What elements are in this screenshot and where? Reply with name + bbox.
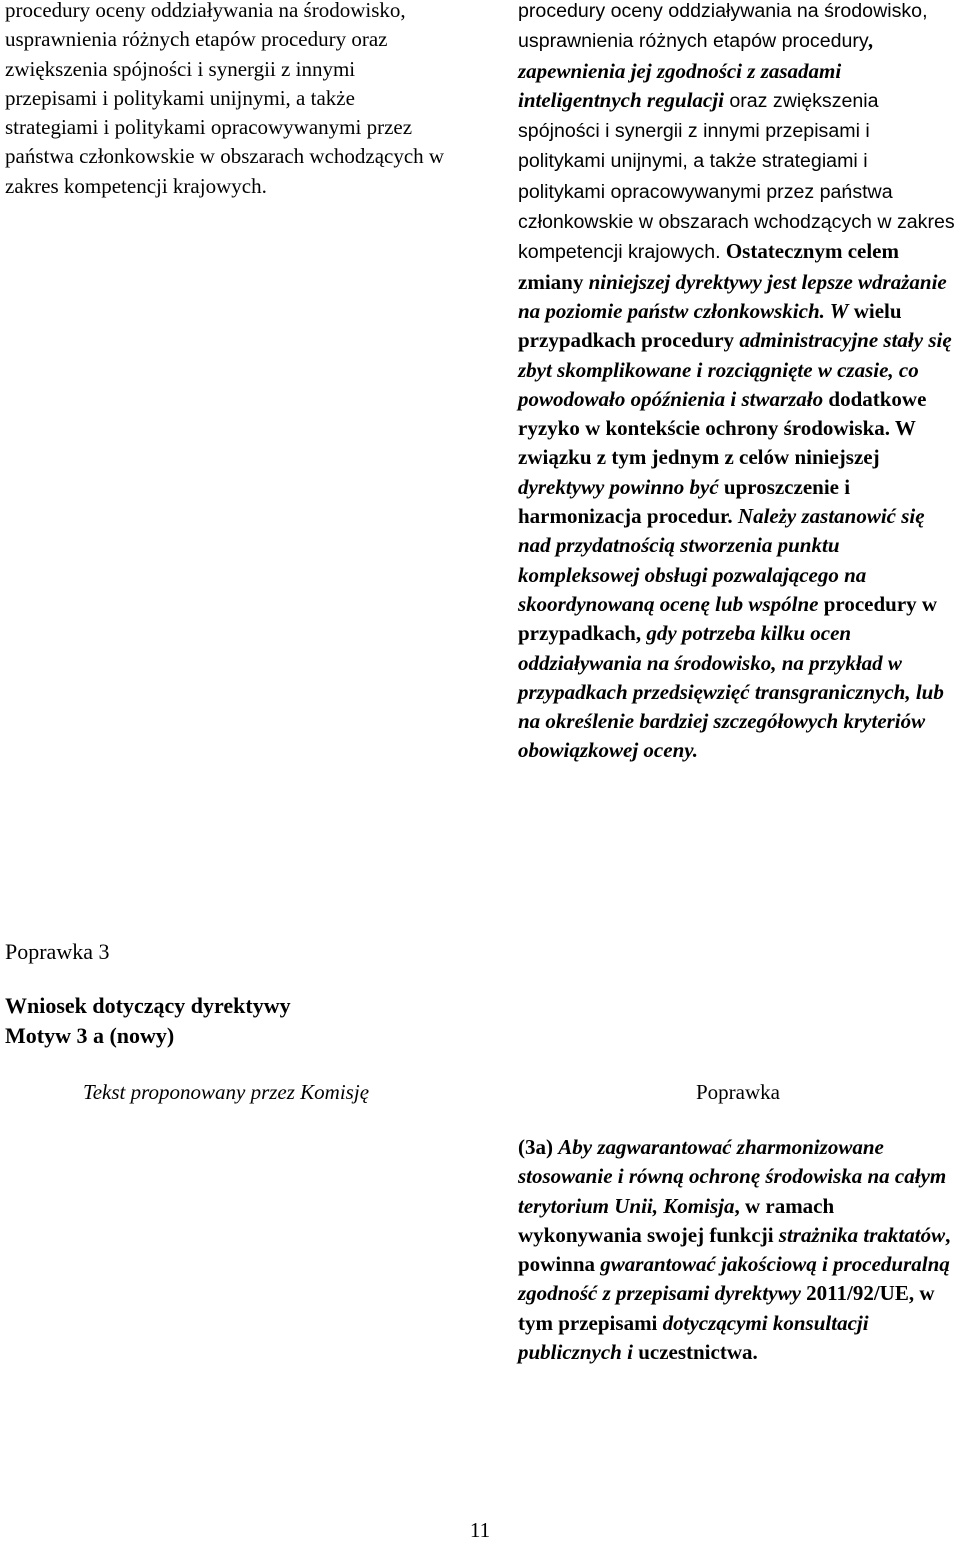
right-text-seg-12: Należy zastanowić się nad przydatnością stworzenia punktu kompleksowej obsługi pozwalającego na skoordynowaną ocenę lub wspólne bbox=[518, 504, 925, 616]
right-text-seg-2: , zapewnienia jej zgodności z zasadami inteligentnych regulacji bbox=[518, 28, 874, 112]
amendment-seg-3: , w ramach wykonywania swojej funkcji bbox=[518, 1193, 835, 1247]
right-text-seg-8: dodatkowe ryzyko w kontekście ochrony środowiska. W związku z tym jednym z celów bbox=[518, 386, 927, 470]
amendment-seg-6: gwarantować jakościową i proceduralną zgodność z przepisami dyrektywy bbox=[518, 1252, 950, 1306]
amendment-seg-1: (3a) bbox=[518, 1135, 559, 1159]
proposal-line: Wniosek dotyczący dyrektywy bbox=[5, 993, 291, 1018]
right-text-seg-14: gdy potrzeba kilku ocen oddziaływania na środowisko, na przykład w przypadkach przedsięwzięć transgranicznych, lub na określenie bardziej szczegółowych kryteriów obowiązkowej oceny. bbox=[518, 621, 944, 763]
right-text-seg-7: administracyjne stały się zbyt skomplikowane i rozciągnięte w czasie, co powodowało opóźnienia i stwarzało bbox=[518, 328, 952, 411]
right-text-seg-10: dyrektywy powinno być bbox=[518, 474, 719, 499]
page-number: 11 bbox=[469, 1518, 491, 1542]
amendment-seg-8: dotyczącymi konsultacji publicznych i bbox=[518, 1310, 869, 1365]
amendment-header: Poprawka bbox=[696, 1080, 780, 1104]
commission-text-header: Tekst proponowany przez Komisję bbox=[82, 1080, 370, 1104]
right-text-seg-1: procedury oceny oddziaływania na środowisko, usprawnienia różnych etapów procedury bbox=[518, 0, 928, 53]
recital-line: Motyw 3 a (nowy) bbox=[5, 1022, 175, 1048]
right-text-seg-5: niniejszej dyrektywy jest lepsze wdrażanie na poziomie państw członkowskich. W bbox=[518, 269, 947, 323]
amendment-seg-5: , powinna bbox=[518, 1222, 951, 1277]
right-text-seg-4: Ostatecznym celem zmiany bbox=[518, 239, 899, 294]
amendment-seg-4: strażnika traktatów bbox=[778, 1222, 946, 1247]
right-text-seg-11: uproszczenie i harmonizacja procedur. bbox=[518, 474, 851, 529]
right-text-seg-9: niniejszej bbox=[789, 445, 880, 470]
right-text-seg-3: oraz zwiększenia spójności i synergii z innymi przepisami i politykami unijnymi, a także strategiami i politykami opracowywanymi przez państwa członkowskie w obszarach wchodzących w zakres kompetencji krajowych. bbox=[518, 89, 955, 264]
amendment-reference bbox=[5, 991, 291, 1050]
amendment-seg-9: uczestnictwa. bbox=[632, 1340, 758, 1365]
amendment-text bbox=[518, 1133, 958, 1367]
right-column-text bbox=[518, 0, 958, 766]
amendment-seg-2: Aby zagwarantować zharmonizowane stosowanie i równą ochronę środowiska na całym terytorium Unii, Komisja bbox=[518, 1135, 947, 1218]
right-text-seg-6: wielu przypadkach procedury bbox=[518, 298, 902, 353]
right-text-seg-13: procedury w przypadkach, bbox=[518, 591, 938, 646]
amendment-seg-7: 2011/92/UE, w tym przepisami bbox=[518, 1281, 935, 1335]
amendment-title: Poprawka 3 bbox=[5, 939, 110, 964]
left-column-text: procedury oceny oddziaływania na środowisko, usprawnienia różnych etapów procedury oraz zwiększenia spójności i synergii z innymi przepisami i politykami unijnymi, a także strategiami i politykami opracowywanymi przez państwa członkowskie w obszarach wchodzących w zakres kompetencji krajowych. bbox=[5, 0, 445, 198]
